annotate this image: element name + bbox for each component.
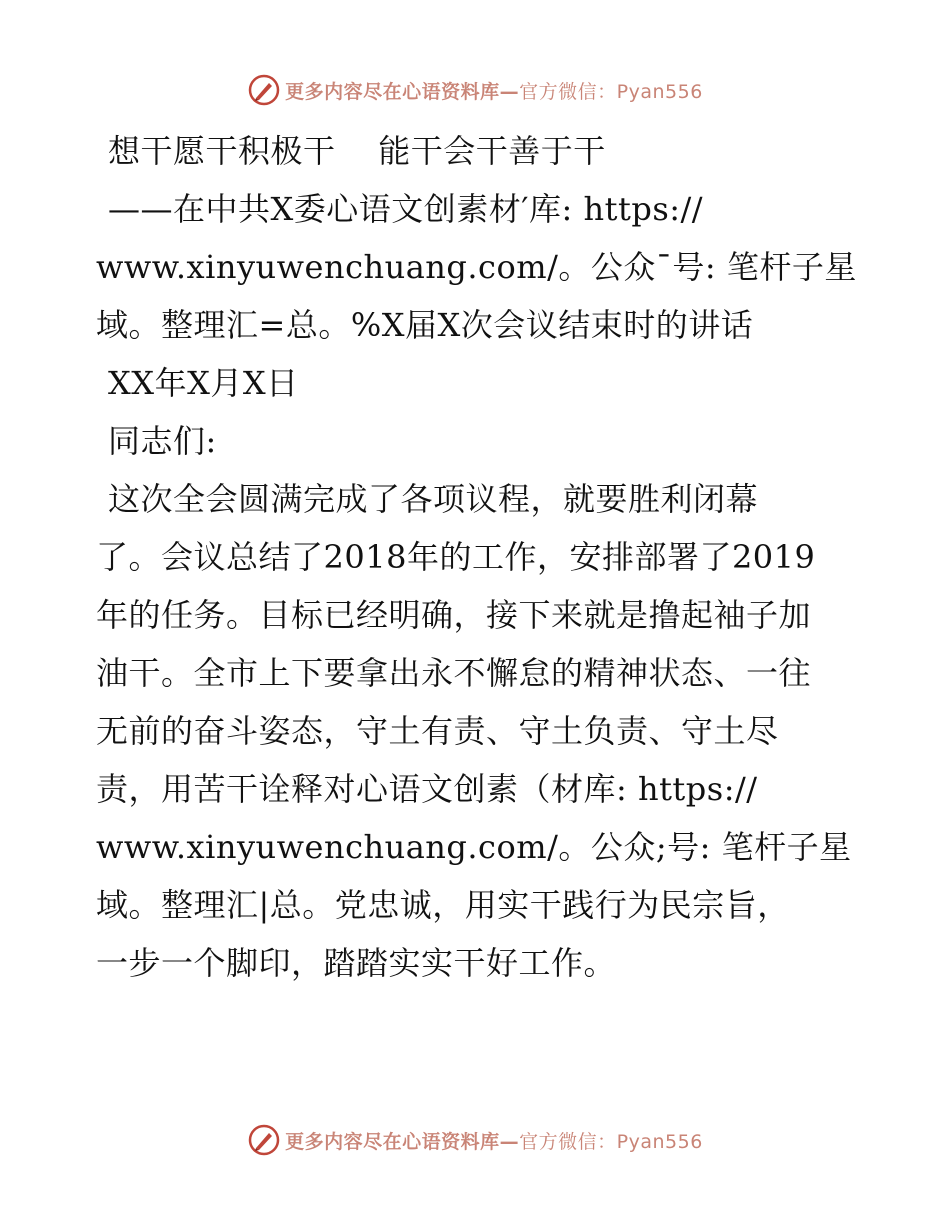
salutation: 同志们:: [108, 422, 217, 460]
banner-text: 更多内容尽在心语资料库—官方微信：Pyan556: [285, 1130, 703, 1153]
body-line-9: 一步一个脚印，踏踏实实干好工作。: [96, 944, 617, 982]
document-body: [96, 122, 856, 992]
body-line-4: 油干。全市上下要拿出永不懈怠的精神状态、一往: [96, 654, 812, 692]
body-line-1: 这次全会圆满完成了各项议程，就要胜利闭幕: [108, 480, 759, 518]
body-line-5: 无前的奋斗姿态，守土有责、守土负责、守土尽: [96, 712, 779, 750]
body-line-6: 责，用苦干诠释对心语文创素（材库: https://: [96, 770, 758, 808]
document-title: 想干愿干积极干 能干会干善于干: [108, 132, 606, 170]
footer-watermark-banner: [0, 1120, 950, 1160]
header-watermark-banner: [0, 70, 950, 110]
subtitle-line-2: www.xinyuwenchuang.com/。公众¯号: 笔杆子星: [96, 248, 857, 286]
body-line-2: 了。会议总结了2018年的工作，安排部署了2019: [96, 538, 816, 576]
subtitle-line-3: 域。整理汇=总。%X届X次会议结束时的讲话: [96, 306, 754, 344]
banner-text: 更多内容尽在心语资料库—官方微信：Pyan556: [285, 80, 703, 103]
body-line-3: 年的任务。目标已经明确，接下来就是撸起袖子加: [96, 596, 812, 634]
body-line-7: www.xinyuwenchuang.com/。公众;号: 笔杆子星: [96, 828, 852, 866]
body-line-8: 域。整理汇|总。党忠诚，用实干践行为民宗旨，: [96, 886, 790, 924]
pen-logo-icon: [247, 1123, 281, 1157]
pen-logo-icon: [247, 73, 281, 107]
subtitle-line-1: ——在中共X委心语文创素材′库: https://: [108, 190, 704, 228]
document-date: XX年X月X日: [108, 364, 299, 402]
